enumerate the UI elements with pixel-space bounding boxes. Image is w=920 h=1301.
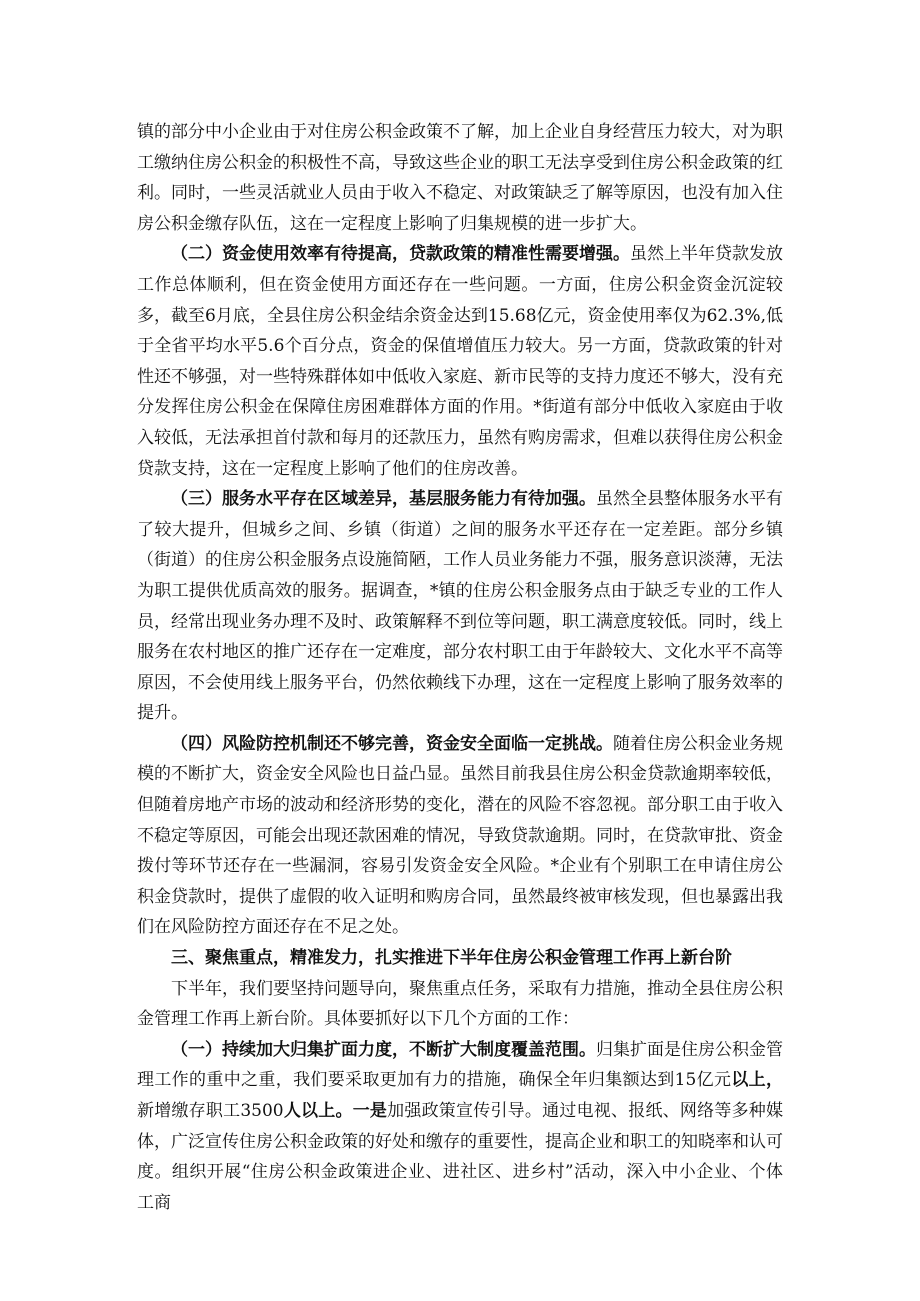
paragraph-body: 随着住房公积金业务规模的不断扩大，资金安全风险也日益凸显。虽然目前我县住房公积金贷款逾期率较低，但随着房地产市场的波动和经济形势的变化，潜在的风险不容忽视。部分职工由于收入不稳定等原因，可能会出现还款困难的情况，导致贷款逾期。同时，在贷款审批、资金拨付等环节还存在一些漏洞，容易引发资金安全风险。*企业有个别职工在申请住房公积金贷款时，提供了虚假的收入证明和购房合同，虽然最终被审核发现，但也暴露出我们在风险防控方面还存在不足之处。 — [137, 733, 783, 938]
paragraph-collection-expansion — [137, 1035, 783, 1219]
paragraph-funds-efficiency — [137, 239, 783, 484]
section-title: 三、聚焦重点，精准发力，扎实推进下半年住房公积金管理工作再上新台阶 — [171, 948, 732, 969]
document-page — [137, 117, 783, 1218]
paragraph-body: 归集扩面是住房公积金管理工作的重中之重，我们要采取更加有力的措施，确保全年归集额达到15亿元 — [137, 1039, 783, 1091]
paragraph-risk-control — [137, 729, 783, 943]
paragraph-body: 加强政策宣传引导。通过电视、报纸、网络等多种媒体，广泛宣传住房公积金政策的好处和缴存的重要性，提高企业和职工的知晓率和认可度。组织开展“住房公积金政策进企业、进社区、进乡村”活动，深入中小企业、个体工商 — [137, 1101, 784, 1213]
paragraph-service-level — [137, 484, 783, 729]
subheading-funds-efficiency: （二）资金使用效率有待提高，贷款政策的精准性需要增强。 — [171, 244, 630, 265]
subheading-service-level: （三）服务水平存在区域差异，基层服务能力有待加强。 — [171, 489, 596, 510]
paragraph-intro: 下半年，我们要坚持问题导向，聚焦重点任务，采取有力措施，推动全县住房公积金管理工作再上新台阶。具体要抓好以下几个方面的工作： — [137, 978, 783, 1030]
paragraph-body: 虽然全县整体服务水平有了较大提升，但城乡之间、乡镇（街道）之间的服务水平还存在一定差距。部分乡镇（街道）的住房公积金服务点设施简陋，工作人员业务能力不强，服务意识淡薄，无法为职工提供优质高效的服务。据调查，*镇的住房公积金服务点由于缺乏专业的工作人员，经常出现业务办理不及时、政策解释不到位等问题，职工满意度较低。同时，线上服务在农村地区的推广还存在一定难度，部分农村职工由于年龄较大、文化水平不高等原因，不会使用线上服务平台，仍然依赖线下办理，这在一定程度上影响了服务效率的提升。 — [137, 489, 783, 724]
emphasis-text: 人以上。一是 — [283, 1101, 388, 1121]
subheading-collection-expansion: （一）持续加大归集扩面力度，不断扩大制度覆盖范围。 — [171, 1039, 596, 1060]
paragraph-continued: 镇的部分中小企业由于对住房公积金政策不了解，加上企业自身经营压力较大，对为职工缴纳住房公积金的积极性不高，导致这些企业的职工无法享受到住房公积金政策的红利。同时，一些灵活就业人员由于收入不稳定、对政策缺乏了解等原因，也没有加入住房公积金缴存队伍，这在一定程度上影响了归集规模的进一步扩大。 — [137, 122, 783, 234]
paragraph-body: 虽然上半年贷款发放工作总体顺利，但在资金使用方面还存在一些问题。一方面，住房公积金资金沉淀较多，截至6月底，全县住房公积金结余资金达到15.68亿元，资金使用率仅为62.3%,低于全省平均水平5.6个百分点，资金的保值增值压力较大。另一方面，贷款政策的针对性还不够强，对一些特殊群体如中低收入家庭、新市民等的支持力度还不够大，没有充分发挥住房公积金在保障住房困难群体方面的作用。*街道有部分中低收入家庭由于收入较低，无法承担首付款和每月的还款压力，虽然有购房需求，但难以获得住房公积金贷款支持，这在一定程度上影响了他们的住房改善。 — [137, 244, 783, 479]
subheading-risk-control: （四）风险防控机制还不够完善，资金安全面临一定挑战。 — [171, 733, 613, 754]
emphasis-text: 以上， — [731, 1070, 783, 1091]
paragraph-body: 新增缴存职工3500 — [137, 1101, 284, 1121]
